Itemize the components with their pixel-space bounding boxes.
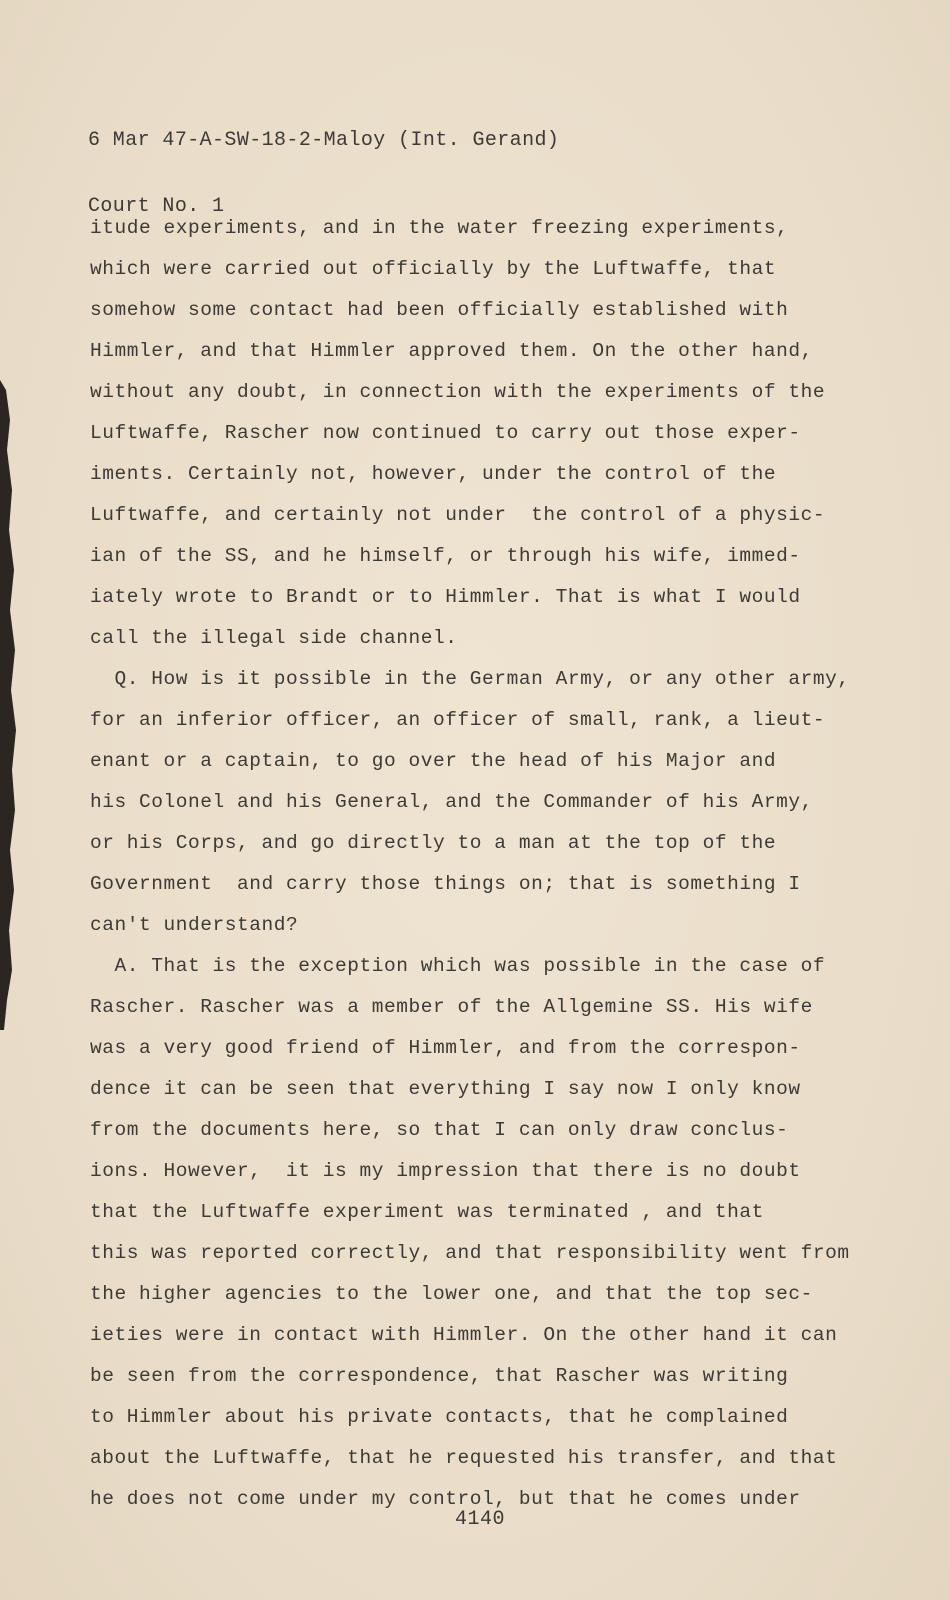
text-line: from the documents here, so that I can only draw conclus- (90, 1119, 789, 1141)
text-line: he does not come under my control, but that he comes under (90, 1488, 801, 1510)
text-line: was a very good friend of Himmler, and from the correspon- (90, 1037, 801, 1059)
text-line: Luftwaffe, and certainly not under the control of a physic- (90, 504, 826, 526)
text-line: without any doubt, in connection with the experiments of the (90, 381, 826, 403)
text-line: dence it can be seen that everything I say now I only know (90, 1078, 801, 1100)
text-line: iments. Certainly not, however, under the control of the (90, 463, 777, 485)
text-line: for an inferior officer, an officer of small, rank, a lieut- (90, 709, 826, 731)
text-line: the higher agencies to the lower one, and that the top sec- (90, 1283, 813, 1305)
text-line: somehow some contact had been officially established with (90, 299, 789, 321)
text-line: to Himmler about his private contacts, that he complained (90, 1406, 789, 1428)
text-line: ian of the SS, and he himself, or through his wife, immed- (90, 545, 801, 567)
header-court-line: Court No. 1 (88, 195, 225, 218)
text-line: can't understand? (90, 914, 299, 936)
page-number: 4140 (455, 1508, 506, 1531)
text-line: Government and carry those things on; that is something I (90, 873, 801, 895)
text-line: this was reported correctly, and that responsibility went from (90, 1242, 850, 1264)
text-line: that the Luftwaffe experiment was terminated , and that (90, 1201, 764, 1223)
text-line: iately wrote to Brandt or to Himmler. That is what I would (90, 586, 801, 608)
torn-edge-decoration (0, 380, 22, 1030)
text-line: be seen from the correspondence, that Rascher was writing (90, 1365, 789, 1387)
text-line: Luftwaffe, Rascher now continued to carry out those exper- (90, 422, 801, 444)
answer-line: A. That is the exception which was possible in the case of (90, 955, 826, 977)
text-line: ions. However, it is my impression that there is no doubt (90, 1160, 801, 1182)
transcript-body (90, 208, 860, 1520)
text-line: or his Corps, and go directly to a man at the top of the (90, 832, 777, 854)
text-line: Rascher. Rascher was a member of the Allgemine SS. His wife (90, 996, 813, 1018)
header-case-line: 6 Mar 47-A-SW-18-2-Maloy (Int. Gerand) (88, 129, 560, 152)
text-line: call the illegal side channel. (90, 627, 458, 649)
question-line: Q. How is it possible in the German Army, or any other army, (90, 668, 850, 690)
text-line: which were carried out officially by the Luftwaffe, that (90, 258, 777, 280)
text-line: enant or a captain, to go over the head of his Major and (90, 750, 777, 772)
text-line: his Colonel and his General, and the Commander of his Army, (90, 791, 813, 813)
text-line: itude experiments, and in the water freezing experiments, (90, 217, 789, 239)
text-line: ieties were in contact with Himmler. On the other hand it can (90, 1324, 838, 1346)
text-line: about the Luftwaffe, that he requested his transfer, and that (90, 1447, 838, 1469)
text-line: Himmler, and that Himmler approved them. On the other hand, (90, 340, 813, 362)
